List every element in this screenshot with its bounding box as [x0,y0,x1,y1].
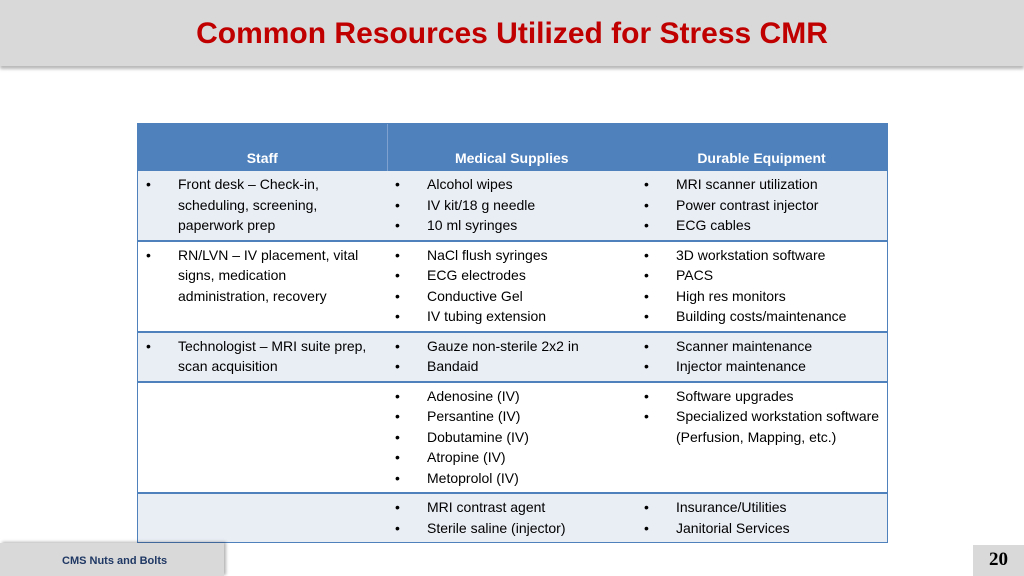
footer-label: CMS Nuts and Bolts [62,555,168,567]
header-durable-equipment: Durable Equipment [636,124,887,171]
bullet-list [138,174,387,236]
staff-cell [138,493,387,542]
list-item: • Insurance/Utilities [636,497,887,518]
table-row [138,332,887,382]
list-item: • Scanner maintenance [636,336,887,357]
list-item: • Gauze non-sterile 2x2 in [387,336,636,357]
equipment-cell [636,332,887,382]
list-item: • Specialized workstation software (Perfusion, Mapping, etc.) [636,406,887,447]
list-item: • MRI contrast agent [387,497,636,518]
equipment-cell [636,241,887,332]
bullet-list [636,174,887,236]
list-item: • Atropine (IV) [387,447,636,468]
bullet-list [387,386,636,489]
table-header-row [138,124,887,171]
supplies-cell [387,241,636,332]
slide-title: Common Resources Utilized for Stress CMR [196,17,828,50]
supplies-cell [387,493,636,542]
list-item: • 3D workstation software [636,245,887,266]
table-row [138,493,887,542]
header-staff: Staff [138,124,387,171]
list-item: • RN/LVN – IV placement, vital signs, medication administration, recovery [138,245,387,307]
list-item: • Janitorial Services [636,518,887,539]
equipment-cell [636,171,887,241]
bullet-list [387,336,636,377]
staff-cell [138,382,387,494]
bullet-list [387,245,636,327]
bullet-list [387,174,636,236]
table-row [138,241,887,332]
bullet-list [387,497,636,538]
list-item: • 10 ml syringes [387,215,636,236]
bullet-list [138,245,387,307]
list-item: • MRI scanner utilization [636,174,887,195]
list-item: • ECG electrodes [387,265,636,286]
supplies-cell [387,332,636,382]
supplies-cell [387,382,636,494]
list-item: • Dobutamine (IV) [387,427,636,448]
table-row [138,382,887,494]
list-item: • Front desk – Check-in, scheduling, screening, paperwork prep [138,174,387,236]
bullet-list [636,497,887,538]
list-item: • NaCl flush syringes [387,245,636,266]
list-item: • PACS [636,265,887,286]
resources-table [138,124,887,542]
list-item: • Adenosine (IV) [387,386,636,407]
list-item: • IV kit/18 g needle [387,195,636,216]
list-item: • Building costs/maintenance [636,306,887,327]
bullet-list [636,386,887,448]
list-item: • ECG cables [636,215,887,236]
bullet-list [138,336,387,377]
list-item: • Software upgrades [636,386,887,407]
list-item: • IV tubing extension [387,306,636,327]
staff-cell [138,171,387,241]
list-item: • Alcohol wipes [387,174,636,195]
supplies-cell [387,171,636,241]
list-item: • Sterile saline (injector) [387,518,636,539]
list-item: • Injector maintenance [636,356,887,377]
list-item: • Technologist – MRI suite prep, scan acquisition [138,336,387,377]
staff-cell [138,332,387,382]
page-number: 20 [989,549,1008,570]
list-item: • Conductive Gel [387,286,636,307]
list-item: • High res monitors [636,286,887,307]
staff-cell [138,241,387,332]
table-body [138,171,887,542]
header-medical-supplies: Medical Supplies [387,124,636,171]
table-row [138,171,887,241]
list-item: • Persantine (IV) [387,406,636,427]
list-item: • Metoprolol (IV) [387,468,636,489]
list-item: • Bandaid [387,356,636,377]
bullet-list [636,336,887,377]
bullet-list [636,245,887,327]
equipment-cell [636,382,887,494]
equipment-cell [636,493,887,542]
list-item: • Power contrast injector [636,195,887,216]
